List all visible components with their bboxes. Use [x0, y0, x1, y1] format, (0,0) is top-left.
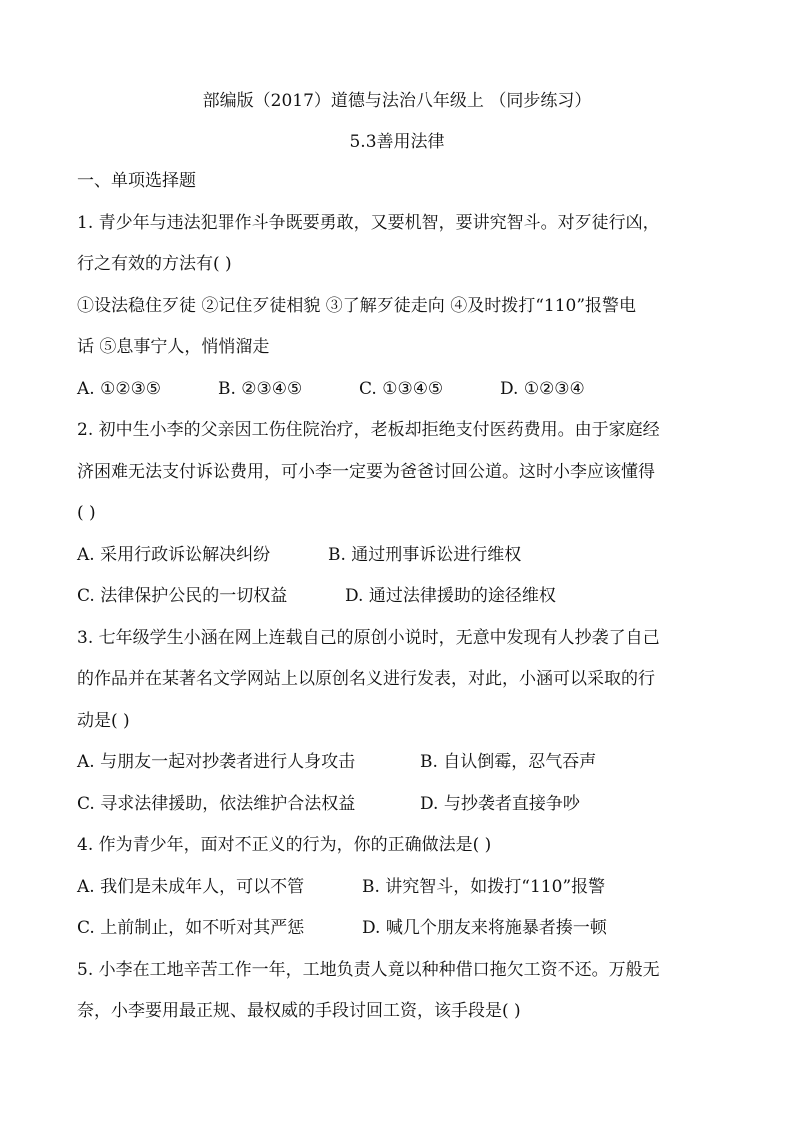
option-a: A. ①②③⑤	[77, 379, 162, 399]
question-2-line-3: ( )	[77, 503, 96, 523]
question-3-line-3: 动是( )	[77, 711, 130, 731]
option-c: C. ①③④⑤	[359, 379, 444, 399]
question-2-options-row-2	[77, 584, 556, 608]
option-b: B. ②③④⑤	[218, 379, 303, 399]
option-d: D. 喊几个朋友来将施暴者揍一顿	[362, 918, 607, 938]
option-d: D. ①②③④	[500, 379, 585, 399]
option-a: A. 我们是未成年人，可以不管	[77, 877, 305, 897]
option-a: A. 采用行政诉讼解决纠纷	[77, 545, 271, 565]
question-3-line-1: 3. 七年级学生小涵在网上连载自己的原创小说时，无意中发现有人抄袭了自己	[77, 628, 660, 648]
option-c: C. 寻求法律援助，依法维护合法权益	[77, 794, 356, 814]
option-a: A. 与朋友一起对抄袭者进行人身攻击	[77, 752, 356, 772]
question-2-options-row-1	[77, 543, 521, 567]
question-1-line-3: ①设法稳住歹徒 ②记住歹徒相貌 ③了解歹徒走向 ④及时拨打“110”报警电	[77, 296, 637, 316]
lesson-subtitle: 5.3善用法律	[349, 132, 445, 152]
question-2-line-2: 济困难无法支付诉讼费用，可小李一定要为爸爸讨回公道。这时小李应该懂得	[77, 462, 655, 482]
question-3-line-2: 的作品并在某著名文学网站上以原创名义进行发表，对此，小涵可以采取的行	[77, 669, 655, 689]
question-4-line-1: 4. 作为青少年，面对不正义的行为，你的正确做法是( )	[77, 835, 492, 855]
option-d: D. 与抄袭者直接争吵	[420, 794, 580, 814]
option-b: B. 自认倒霉，忍气吞声	[420, 752, 597, 772]
question-1-line-2: 行之有效的方法有( )	[77, 254, 232, 274]
question-1-line-1: 1. 青少年与违法犯罪作斗争既要勇敢，又要机智，要讲究智斗。对歹徒行凶，	[77, 213, 660, 233]
option-b: B. 通过刑事诉讼进行维权	[328, 545, 522, 565]
question-4-options-row-2	[77, 916, 607, 940]
option-d: D. 通过法律援助的途径维权	[345, 586, 556, 606]
question-3-options-row-2	[77, 792, 580, 816]
question-5-line-2: 奈，小李要用最正规、最权威的手段讨回工资，该手段是( )	[77, 1001, 521, 1021]
question-1-line-4: 话 ⑤息事宁人，悄悄溜走	[77, 337, 270, 357]
question-1-options	[77, 377, 585, 401]
option-c: C. 法律保护公民的一切权益	[77, 586, 288, 606]
option-c: C. 上前制止，如不听对其严惩	[77, 918, 305, 938]
question-5-line-1: 5. 小李在工地辛苦工作一年，工地负责人竟以种种借口拖欠工资不还。万般无	[77, 960, 660, 980]
question-4-options-row-1	[77, 875, 605, 899]
section-heading: 一、单项选择题	[77, 171, 196, 191]
option-b: B. 讲究智斗，如拨打“110”报警	[362, 877, 606, 897]
question-3-options-row-1	[77, 750, 596, 774]
question-2-line-1: 2. 初中生小李的父亲因工伤住院治疗，老板却拒绝支付医药费用。由于家庭经	[77, 420, 660, 440]
document-title: 部编版（2017）道德与法治八年级上 （同步练习）	[202, 91, 592, 111]
